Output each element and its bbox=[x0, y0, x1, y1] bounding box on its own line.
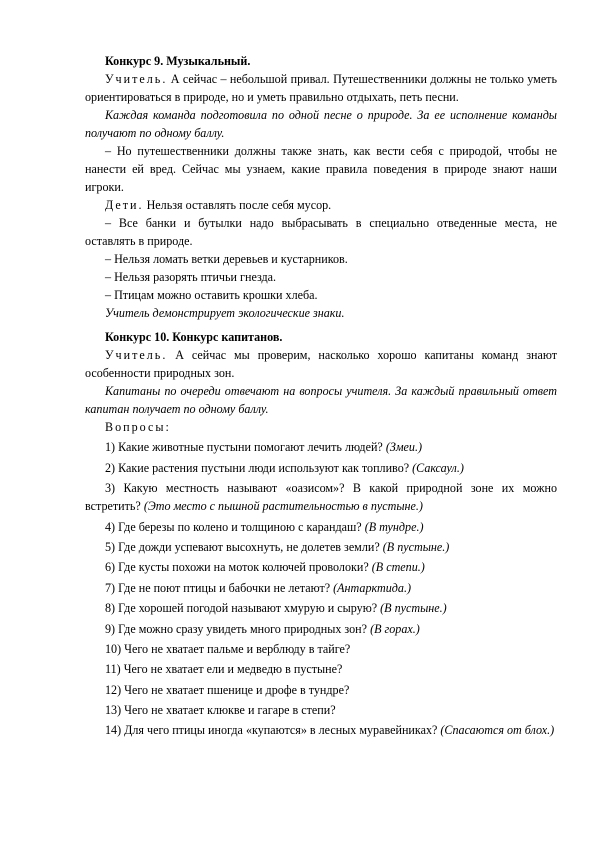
question-item bbox=[85, 479, 557, 515]
answer-text: (Саксаул.) bbox=[412, 460, 464, 475]
answer-text: (В тундре.) bbox=[364, 519, 424, 534]
answer-text: (В пустыне.) bbox=[380, 601, 447, 616]
rule-item: – Птицам можно оставить крошки хлеба. bbox=[105, 288, 318, 302]
question-text: 2) Какие растения пустыни люди используют как топливо? bbox=[105, 460, 410, 475]
question-text: 1) Какие животные пустыни помогают лечить людей? bbox=[105, 440, 383, 455]
question-item bbox=[85, 538, 557, 556]
contest9-italic-end: Учитель демонстрирует экологические знаки. bbox=[105, 306, 345, 320]
question-text: 8) Где хорошей погодой называют хмурую и сырую? bbox=[105, 601, 378, 616]
question-item bbox=[85, 721, 557, 739]
question-item bbox=[85, 579, 557, 597]
answer-text: (Антарктида.) bbox=[333, 580, 412, 595]
question-item bbox=[85, 558, 557, 576]
contest9-teacher-text: А сейчас – небольшой привал. Путешественники должны не только уметь ориентироваться в природе, но и уметь правильно отдыхать, петь песни. bbox=[85, 72, 557, 104]
question-item bbox=[85, 701, 557, 719]
rule-item: – Нельзя ломать ветки деревьев и кустарников. bbox=[105, 252, 348, 266]
answer-text: (В горах.) bbox=[370, 621, 420, 636]
question-text: 13) Чего не хватает клюкве и гагаре в степи? bbox=[105, 703, 336, 718]
question-text: 6) Где кусты похожи на моток колючей проволоки? bbox=[105, 560, 369, 575]
question-text: 12) Чего не хватает пшенице и дрофе в тундре? bbox=[105, 682, 350, 697]
answer-text: (Змеи.) bbox=[385, 440, 423, 455]
contest9-teacher-paragraph bbox=[85, 70, 557, 106]
speaker-teacher: Учитель. bbox=[105, 348, 168, 362]
question-text: 5) Где дожди успевают высохнуть, не долетев земли? bbox=[105, 539, 380, 554]
answer-text: (В пустыне.) bbox=[382, 539, 450, 554]
contest10-italic-note: Капитаны по очереди отвечают на вопросы учителя. За каждый правильный ответ капитан получает по одному баллу. bbox=[85, 384, 557, 416]
question-item bbox=[85, 438, 557, 456]
rule-item: – Нельзя разорять птичьи гнезда. bbox=[105, 270, 277, 284]
speaker-children: Дети. bbox=[105, 198, 144, 212]
contest9-teacher-text2: – Но путешественники должны также знать, как вести себя с природой, чтобы не нанести ей вред. Сейчас мы узнаем, какие правила поведения в природе знают наши игроки. bbox=[85, 144, 557, 194]
speaker-teacher: Учитель. bbox=[105, 72, 168, 86]
answer-text: (Спасаются от блох.) bbox=[440, 723, 555, 738]
question-text: 7) Где не поют птицы и бабочки не летают? bbox=[105, 580, 331, 595]
question-item bbox=[85, 459, 557, 477]
contest10-teacher-text: А сейчас мы проверим, насколько хорошо капитаны команд знают особенности природных зон. bbox=[85, 348, 557, 380]
question-text: 11) Чего не хватает ели и медведю в пустыне? bbox=[105, 662, 343, 677]
contest10-title: Конкурс 10. Конкурс капитанов. bbox=[105, 330, 283, 344]
question-text: 4) Где березы по колено и толщиною с карандаш? bbox=[105, 519, 362, 534]
contest9-title: Конкурс 9. Музыкальный. bbox=[105, 54, 251, 68]
question-item bbox=[85, 660, 557, 678]
contest10-teacher-paragraph bbox=[85, 346, 557, 382]
question-text: 3) Какую местность называют «оазисом»? В какой природной зоне их можно встретить? bbox=[85, 481, 557, 514]
question-item bbox=[85, 681, 557, 699]
contest9-children-paragraph bbox=[85, 196, 557, 214]
question-text: 10) Чего не хватает пальме и верблюду в тайге? bbox=[105, 641, 351, 656]
question-item bbox=[85, 640, 557, 658]
answer-text: (Это место с пышной растительностью в пустыне.) bbox=[143, 499, 423, 514]
question-text: 14) Для чего птицы иногда «купаются» в лесных муравейниках? bbox=[105, 723, 438, 738]
question-item bbox=[85, 599, 557, 617]
question-item bbox=[85, 518, 557, 536]
contest9-italic-note: Каждая команда подготовила по одной песне о природе. За ее исполнение команды получают по одному баллу. bbox=[85, 108, 557, 140]
question-item bbox=[85, 620, 557, 638]
question-text: 9) Где можно сразу увидеть много природных зон? bbox=[105, 621, 368, 636]
text-column bbox=[85, 52, 557, 739]
contest9-children-text: Нельзя оставлять после себя мусор. bbox=[146, 198, 332, 212]
answer-text: (В степи.) bbox=[371, 560, 425, 575]
questions-label: Вопросы: bbox=[105, 420, 171, 434]
rule-item: – Все банки и бутылки надо выбрасывать в специально отведенные места, не оставлять в природе. bbox=[85, 216, 557, 248]
